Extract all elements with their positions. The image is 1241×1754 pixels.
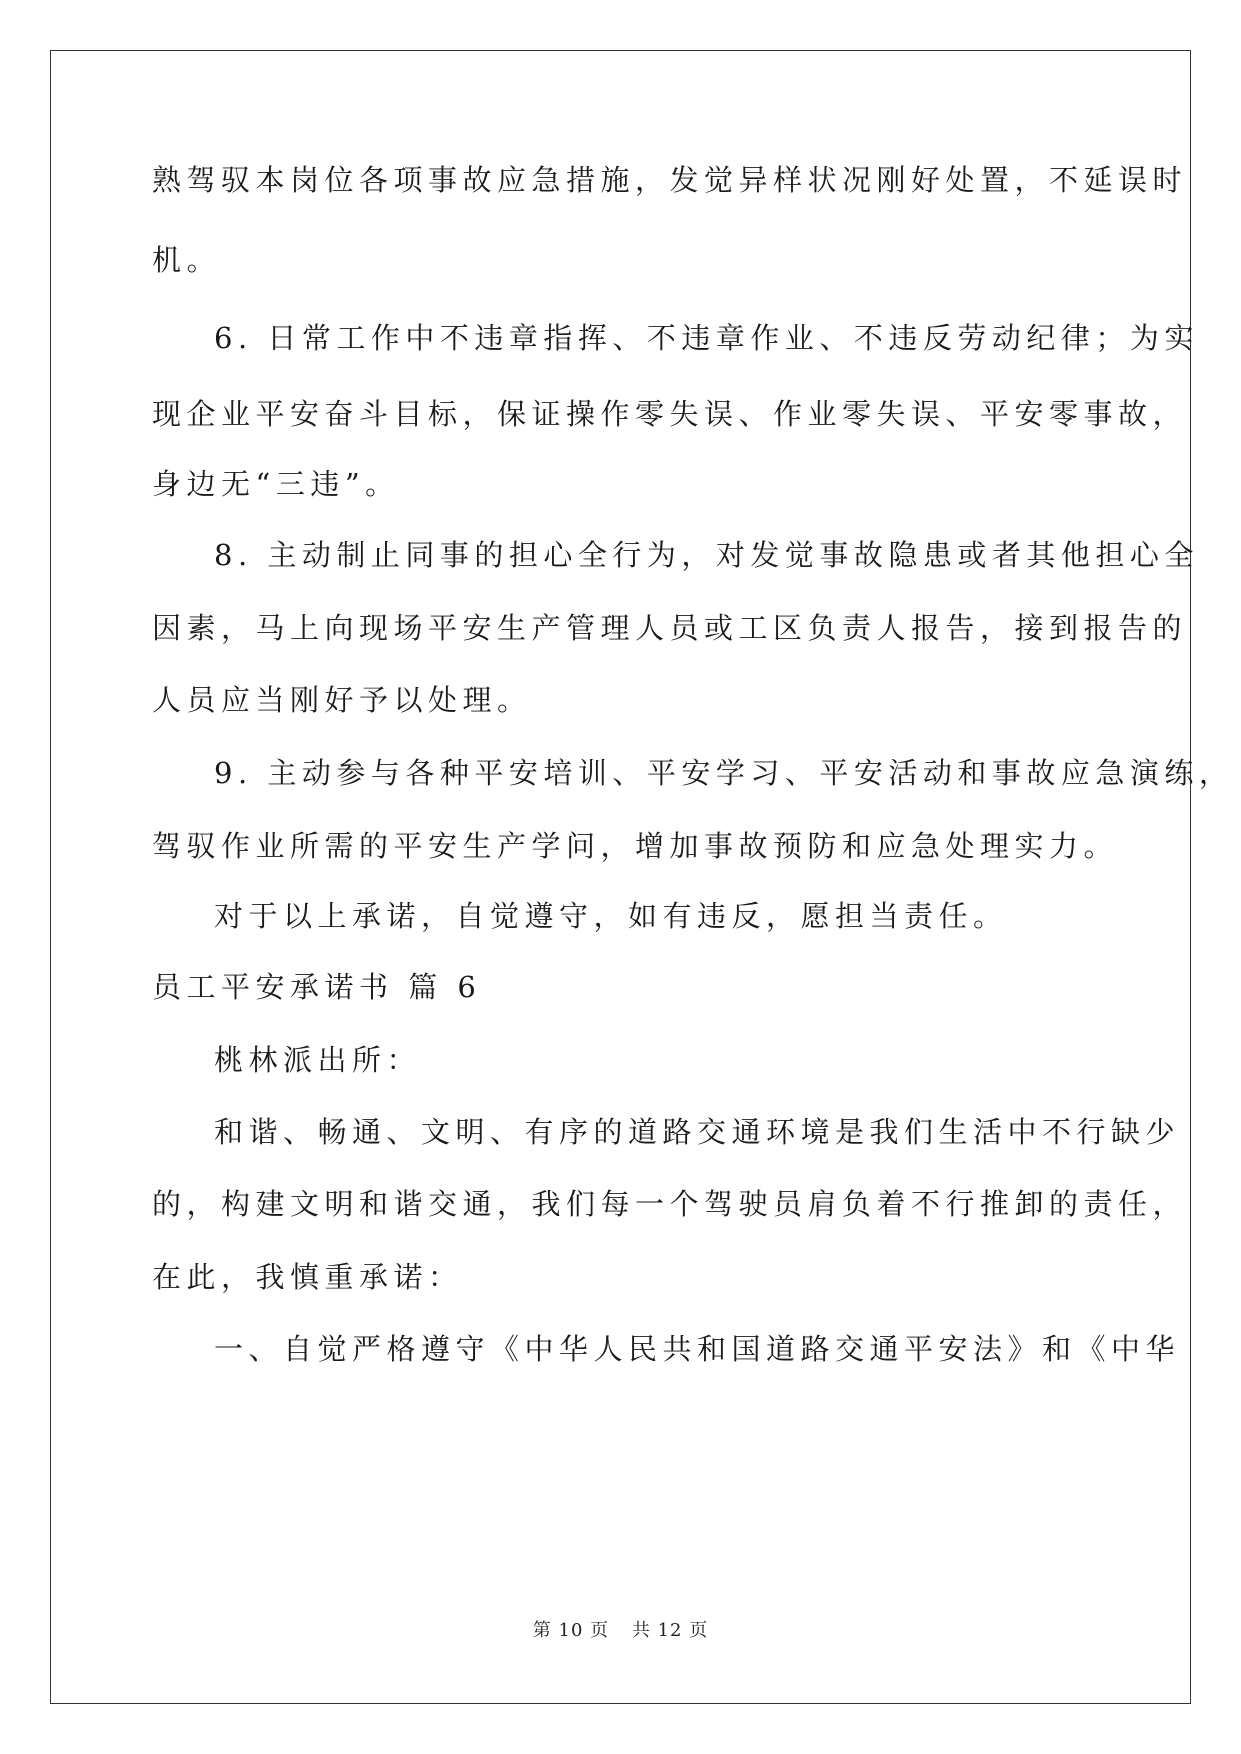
page-border xyxy=(50,50,1191,1704)
salutation: 桃林派出所： xyxy=(214,1043,422,1077)
page-total: 共 12 页 xyxy=(631,1620,709,1641)
paragraph-6-line: 6. 日常工作中不违章指挥、不违章作业、不违反劳动纪律；为实 xyxy=(214,321,1199,355)
section-heading: 员工平安承诺书 篇 6 xyxy=(152,970,482,1004)
text-line: 的，构建文明和谐交通，我们每一个驾驶员肩负着不行推卸的责任， xyxy=(152,1187,1188,1221)
text-line: 身边无“三违”。 xyxy=(152,467,400,501)
text-line: 和谐、畅通、文明、有序的道路交通环境是我们生活中不行缺少 xyxy=(214,1115,1181,1149)
text-line: 现企业平安奋斗目标，保证操作零失误、作业零失误、平安零事故， xyxy=(152,397,1188,431)
page-footer xyxy=(0,1616,1241,1642)
text-line: 在此，我慎重承诺： xyxy=(152,1260,463,1294)
closing-line: 对于以上承诺，自觉遵守，如有违反，愿担当责任。 xyxy=(214,899,1008,933)
paragraph-8-line: 8. 主动制止同事的担心全行为，对发觉事故隐患或者其他担心全 xyxy=(214,538,1199,572)
text-line: 因素，马上向现场平安生产管理人员或工区负责人报告，接到报告的 xyxy=(152,611,1188,645)
page-number: 第 10 页 xyxy=(532,1620,610,1641)
paragraph-9-line: 9. 主动参与各种平安培训、平安学习、平安活动和事故应急演练， xyxy=(214,756,1234,790)
text-line: 驾驭作业所需的平安生产学问，增加事故预防和应急处理实力。 xyxy=(152,829,1119,863)
text-line: 人员应当刚好予以处理。 xyxy=(152,683,532,717)
text-line: 机。 xyxy=(152,243,222,277)
text-line: 一、自觉严格遵守《中华人民共和国道路交通平安法》和《中华 xyxy=(214,1332,1181,1366)
text-line: 熟驾驭本岗位各项事故应急措施，发觉异样状况刚好处置，不延误时 xyxy=(152,163,1188,197)
